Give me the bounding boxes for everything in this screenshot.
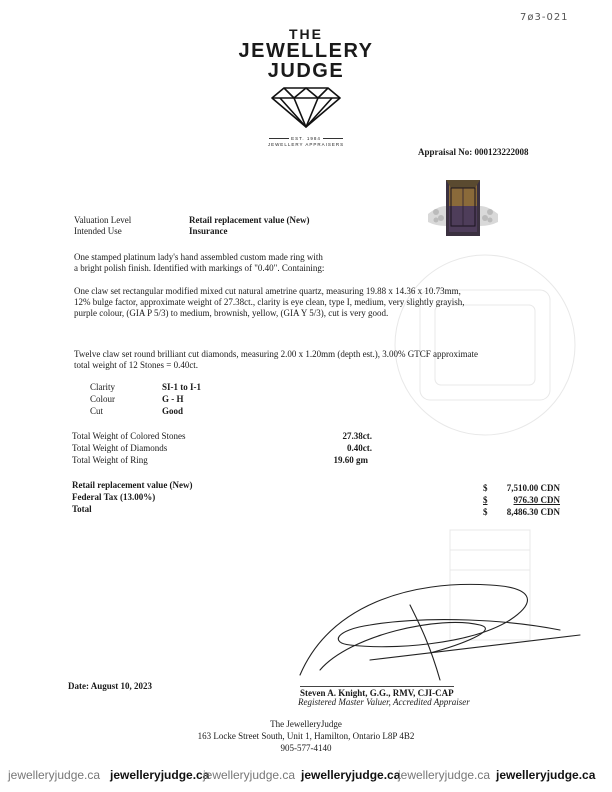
diamond-description-line1: Twelve claw set round brilliant cut diamonds, measuring 2.00 x 1.20mm (depth est.), 3.00% GTCF approximate	[74, 349, 479, 359]
weight-colored-stones-label: Total Weight of Colored Stones	[72, 431, 186, 441]
grading-cut-value: Good	[162, 406, 184, 416]
appraisal-number: Appraisal No: 000123222008	[418, 147, 529, 157]
valuation-level-label: Valuation Level	[74, 215, 132, 225]
retail-value-amount: 7,510.00 CDN	[506, 483, 560, 493]
ametrine-description-line1: One claw set rectangular modified mixed cut natural ametrine quartz, measuring 19.88 x 14.36 x 10.73mm,	[74, 286, 461, 296]
ring-description-line2: a bright polish finish. Identified with markings of "0.40". Containing:	[74, 263, 325, 273]
intended-use-label: Intended Use	[74, 226, 122, 236]
valuation-level-value: Retail replacement value (New)	[189, 215, 310, 225]
brand-line-judge: JUDGE	[267, 60, 345, 82]
handwritten-signature	[290, 575, 590, 685]
signatory-title: Registered Master Valuer, Accredited Appraiser	[298, 697, 470, 707]
ametrine-description-line2: 12% bulge factor, approximate weight of 27.38ct., clarity is eye clean, type I, medium, very slightly grayish,	[74, 297, 465, 307]
website-watermark: jewelleryjudge.ca	[110, 768, 210, 782]
website-watermark: jewelleryjudge.ca	[301, 768, 401, 782]
grading-colour-label: Colour	[90, 394, 116, 404]
grading-clarity-label: Clarity	[90, 382, 115, 392]
website-watermark: jewelleryjudge.ca	[203, 768, 296, 782]
retail-value-currency: $	[483, 483, 488, 493]
grading-colour-value: G - H	[162, 394, 184, 404]
retail-value-label: Retail replacement value (New)	[72, 480, 193, 490]
diamond-description-line2: total weight of 12 Stones = 0.40ct.	[74, 360, 199, 370]
footer-address: 163 Locke Street South, Unit 1, Hamilton, Ontario L8P 4B2	[197, 731, 415, 741]
signatory-name: Steven A. Knight, G.G., RMV, CJI-CAP	[300, 688, 454, 698]
weight-ring-value: 19.60 gm	[333, 455, 368, 465]
weight-diamonds-value: 0.40ct.	[347, 443, 372, 453]
footer-company: The JewelleryJudge	[270, 719, 342, 729]
appraisal-date: Date: August 10, 2023	[68, 681, 153, 691]
weight-diamonds-label: Total Weight of Diamonds	[72, 443, 168, 453]
diamond-logo-icon	[268, 84, 344, 130]
website-watermark: jewelleryjudge.ca	[398, 768, 491, 782]
brand-subtitle: JEWELLERY APPRAISERS	[267, 142, 345, 147]
website-watermark: jewelleryjudge.ca	[496, 768, 596, 782]
total-currency: $	[483, 507, 488, 517]
total-label: Total	[72, 504, 92, 514]
brand-line-jewellery: JEWELLERY	[238, 40, 374, 62]
website-watermark: jewelleryjudge.ca	[8, 768, 101, 782]
established-label: EST. 1984	[206, 136, 406, 141]
grading-clarity-value: SI-1 to I-1	[162, 382, 202, 392]
weight-colored-stones-value: 27.38ct.	[342, 431, 372, 441]
federal-tax-label: Federal Tax (13.00%)	[72, 492, 156, 502]
weight-ring-label: Total Weight of Ring	[72, 455, 148, 465]
federal-tax-currency: $	[483, 495, 488, 505]
brand-line-the: THE	[289, 26, 323, 42]
ring-description-line1: One stamped platinum lady's hand assembled custom made ring with	[74, 252, 323, 262]
total-amount: 8,486.30 CDN	[506, 507, 560, 517]
footer-phone: 905-577-4140	[280, 743, 332, 753]
federal-tax-amount: 976.30 CDN	[513, 495, 560, 505]
ametrine-description-line3: purple colour, (GIA P 5/3) to medium, brownish, yellow, (GIA Y 5/3), cut is very good.	[74, 308, 389, 318]
intended-use-value: Insurance	[189, 226, 228, 236]
ring-photo	[428, 176, 498, 242]
grading-cut-label: Cut	[90, 406, 104, 416]
handwritten-reference-note: 7ø3-021	[520, 12, 569, 23]
